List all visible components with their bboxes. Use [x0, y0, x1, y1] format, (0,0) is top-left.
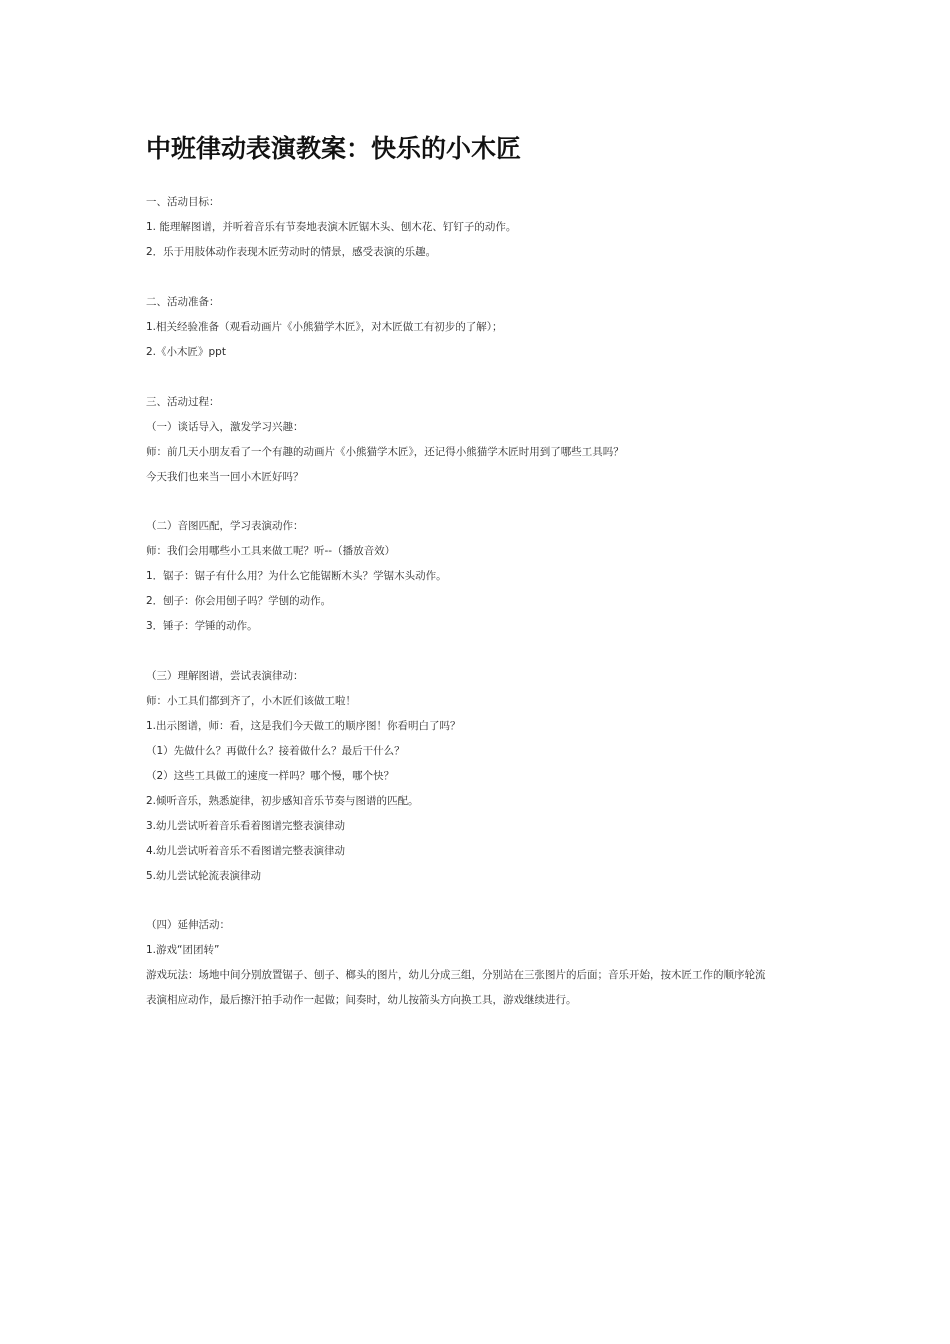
list-item: 3．锤子：学锤的动作。: [146, 620, 258, 632]
list-item: 3.幼儿尝试听着音乐看着图谱完整表演律动: [146, 820, 346, 832]
list-item: 2．刨子：你会用刨子吗？学刨的动作。: [146, 595, 332, 607]
list-item: （2）这些工具做工的速度一样吗？哪个慢，哪个快？: [146, 770, 395, 782]
document-title: 中班律动表演教案：快乐的小木匠: [146, 134, 522, 163]
section-heading-process: 三、活动过程：: [146, 396, 220, 408]
paragraph-line: 师：小工具们都到齐了，小木匠们该做工啦！: [146, 695, 356, 707]
goal-item: 1. 能理解图谱，并听着音乐有节奏地表演木匠锯木头、刨木花、钉钉子的动作。: [146, 221, 517, 233]
paragraph-line: 表演相应动作，最后擦汗拍手动作一起做；间奏时，幼儿按箭头方向换工具，游戏继续进行。: [146, 994, 577, 1006]
list-item: 1．锯子：锯子有什么用？为什么它能锯断木头？学锯木头动作。: [146, 570, 447, 582]
section-heading-goals: 一、活动目标：: [146, 196, 220, 208]
list-item: 5.幼儿尝试轮流表演律动: [146, 870, 262, 882]
list-item: （1）先做什么？再做什么？接着做什么？最后干什么？: [146, 745, 405, 757]
paragraph-line: 今天我们也来当一回小木匠好吗？: [146, 471, 304, 483]
goal-item: 2．乐于用肢体动作表现木匠劳动时的情景，感受表演的乐趣。: [146, 246, 437, 258]
subsection-heading: （三）理解图谱，尝试表演律动：: [146, 670, 304, 682]
preparation-item: 2.《小木匠》ppt: [146, 346, 226, 358]
paragraph-line: 游戏玩法：场地中间分别放置锯子、刨子、榔头的图片，幼儿分成三组，分别站在三张图片的后面；音乐开始，按木匠工作的顺序轮流: [146, 969, 766, 981]
subsection-heading: （一）谈话导入，激发学习兴趣：: [146, 421, 304, 433]
list-item: 2.倾听音乐，熟悉旋律，初步感知音乐节奏与图谱的匹配。: [146, 795, 419, 807]
paragraph-line: 师：我们会用哪些小工具来做工呢？听--（播放音效）: [146, 545, 396, 557]
list-item: 1.出示图谱，师：看，这是我们今天做工的顺序图！你看明白了吗？: [146, 720, 461, 732]
section-heading-preparation: 二、活动准备：: [146, 296, 220, 308]
subsection-heading: （四）延伸活动：: [146, 919, 230, 931]
preparation-item: 1.相关经验准备（观看动画片《小熊猫学木匠》，对木匠做工有初步的了解）；: [146, 321, 503, 333]
paragraph-line: 师：前几天小朋友看了一个有趣的动画片《小熊猫学木匠》，还记得小熊猫学木匠时用到了哪些工具吗？: [146, 446, 624, 458]
list-item: 1.游戏“团团转”: [146, 944, 220, 956]
subsection-heading: （二）音图匹配，学习表演动作：: [146, 520, 304, 532]
list-item: 4.幼儿尝试听着音乐不看图谱完整表演律动: [146, 845, 346, 857]
